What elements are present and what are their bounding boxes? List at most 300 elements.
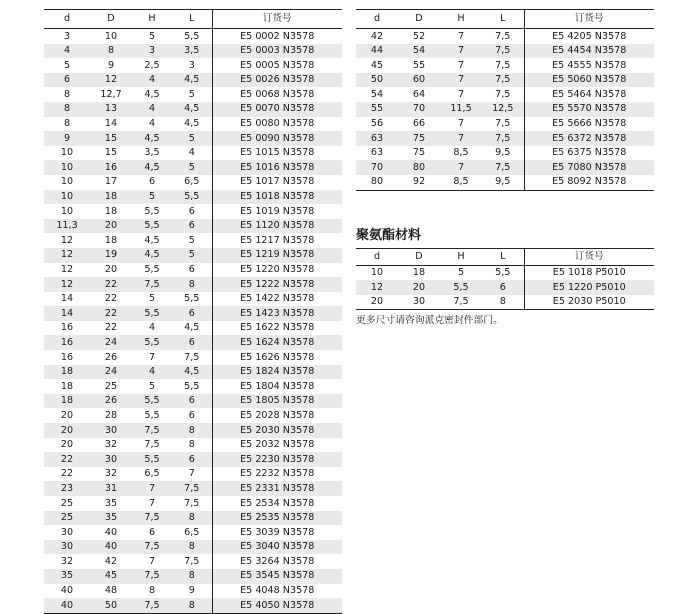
cell-D: 12,7 <box>100 88 122 100</box>
cell-H: 4,5 <box>132 160 172 175</box>
table-header-row <box>356 249 654 266</box>
cell-order-number: E5 2030 N3578 <box>212 423 342 438</box>
cell-L: 7,5 <box>184 555 200 567</box>
header-D: D <box>90 10 132 29</box>
cell-d: 11,3 <box>44 219 90 234</box>
cell-H: 8,5 <box>453 147 469 159</box>
cell-H: 7 <box>148 351 156 363</box>
cell-H: 4,5 <box>144 234 160 246</box>
cell-D: 20 <box>398 280 440 294</box>
cell-H: 6 <box>148 176 156 188</box>
cell-H: 5,5 <box>132 394 172 409</box>
cell-D: 30 <box>90 452 132 467</box>
table-row <box>356 175 654 190</box>
cell-L: 7,5 <box>184 351 200 363</box>
cell-D: 17 <box>104 176 118 188</box>
cell-L: 7,5 <box>482 131 524 146</box>
cell-H: 8 <box>148 585 156 597</box>
cell-D: 8 <box>90 44 132 59</box>
cell-H: 5,5 <box>132 335 172 350</box>
cell-L: 6 <box>172 219 212 234</box>
table-row <box>44 423 342 438</box>
cell-L: 5 <box>188 88 195 100</box>
cell-d: 32 <box>60 555 74 567</box>
cell-order-number: E5 0002 N3578 <box>212 29 342 44</box>
cell-L: 8 <box>188 439 195 451</box>
cell-D: 31 <box>90 481 132 496</box>
cell-d: 18 <box>44 394 90 409</box>
cell-order-number: E5 2032 N3578 <box>212 438 342 453</box>
cell-d: 56 <box>370 118 384 130</box>
cell-H: 7,5 <box>132 598 172 613</box>
cell-order-number: E5 1422 N3578 <box>212 292 342 307</box>
cell-H: 7,5 <box>132 277 172 292</box>
cell-L: 5 <box>172 160 212 175</box>
header-L: L <box>172 10 212 29</box>
cell-D: 24 <box>90 365 132 380</box>
left-size-table <box>44 9 342 614</box>
cell-H: 7 <box>440 131 482 146</box>
table-row <box>44 102 342 117</box>
cell-d: 63 <box>370 147 384 159</box>
table-row <box>356 160 654 175</box>
table-row <box>44 248 342 263</box>
cell-L: 5,5 <box>172 190 212 205</box>
cell-L: 3,5 <box>172 44 212 59</box>
table-row <box>44 584 342 599</box>
cell-order-number: E5 1019 N3578 <box>212 204 342 219</box>
cell-d: 20 <box>60 439 74 451</box>
cell-order-number: E5 1015 N3578 <box>212 146 342 161</box>
cell-D: 18 <box>90 190 132 205</box>
cell-order-number: E5 2028 N3578 <box>212 408 342 423</box>
cell-L: 5 <box>172 131 212 146</box>
cell-L: 7,5 <box>482 44 524 59</box>
cell-d: 12 <box>44 277 90 292</box>
cell-H: 4,5 <box>132 131 172 146</box>
cell-H: 4 <box>132 73 172 88</box>
cell-D: 55 <box>412 59 426 71</box>
cell-D: 18 <box>104 234 118 246</box>
cell-L: 7,5 <box>184 497 200 509</box>
cell-D: 40 <box>90 540 132 555</box>
cell-d: 14 <box>44 306 90 321</box>
cell-d: 10 <box>60 147 74 159</box>
cell-d: 10 <box>44 190 90 205</box>
cell-H: 7 <box>148 555 156 567</box>
cell-d: 4 <box>44 44 90 59</box>
cell-d: 18 <box>60 380 74 392</box>
cell-d: 5 <box>63 59 71 71</box>
cell-L: 7 <box>188 468 195 480</box>
right-size-table <box>356 9 654 191</box>
header-L: L <box>482 249 524 266</box>
table-row <box>44 496 342 511</box>
cell-D: 48 <box>104 585 118 597</box>
cell-L: 8 <box>172 423 212 438</box>
cell-D: 9 <box>107 59 115 71</box>
cell-H: 5 <box>148 380 156 392</box>
table-row <box>44 321 342 336</box>
cell-H: 5 <box>148 30 156 42</box>
cell-order-number: E5 1222 N3578 <box>212 277 342 292</box>
cell-L: 4,5 <box>172 102 212 117</box>
cell-order-number: E5 1017 N3578 <box>212 175 342 190</box>
table-row <box>44 160 342 175</box>
cell-order-number: E5 0070 N3578 <box>212 102 342 117</box>
cell-D: 30 <box>90 423 132 438</box>
cell-D: 26 <box>104 351 118 363</box>
cell-L: 4,5 <box>172 73 212 88</box>
cell-order-number: E5 0090 N3578 <box>212 131 342 146</box>
cell-L: 7,5 <box>495 118 511 130</box>
table-row <box>44 350 342 365</box>
cell-d: 8 <box>44 102 90 117</box>
cell-order-number: E5 1018 N3578 <box>212 190 342 205</box>
header-H: H <box>440 10 482 29</box>
table-row <box>44 335 342 350</box>
cell-D: 16 <box>90 160 132 175</box>
cell-order-number: E5 1016 N3578 <box>212 160 342 175</box>
polyurethane-size-table <box>356 248 654 310</box>
table-row <box>356 117 654 132</box>
cell-order-number: E5 3545 N3578 <box>212 569 342 584</box>
table-row <box>44 306 342 321</box>
cell-H: 6 <box>148 526 156 538</box>
cell-order-number: E5 3040 N3578 <box>212 540 342 555</box>
cell-H: 5,5 <box>132 306 172 321</box>
cell-D: 70 <box>398 102 440 117</box>
cell-d: 22 <box>60 468 74 480</box>
table-row <box>356 280 654 294</box>
table-row <box>356 146 654 161</box>
cell-order-number: E5 3264 N3578 <box>212 554 342 569</box>
cell-H: 4 <box>132 365 172 380</box>
cell-D: 40 <box>104 526 118 538</box>
cell-H: 11,5 <box>440 102 482 117</box>
table-row <box>356 87 654 102</box>
cell-D: 45 <box>90 569 132 584</box>
cell-d: 8 <box>63 118 71 130</box>
table-row <box>356 102 654 117</box>
table-row <box>44 554 342 569</box>
table-header-row <box>356 10 654 29</box>
cell-L: 8 <box>499 296 506 308</box>
cell-L: 7,5 <box>495 88 511 100</box>
cell-L: 5,5 <box>184 30 200 42</box>
cell-d: 50 <box>356 73 398 88</box>
cell-order-number: E5 0026 N3578 <box>212 73 342 88</box>
cell-H: 7 <box>148 497 156 509</box>
cell-d: 9 <box>44 131 90 146</box>
table-row <box>44 73 342 88</box>
cell-H: 8,5 <box>453 176 469 188</box>
table-row <box>44 44 342 59</box>
cell-D: 80 <box>398 160 440 175</box>
cell-H: 2,5 <box>144 59 160 71</box>
table-row <box>44 233 342 248</box>
cell-d: 16 <box>60 322 74 334</box>
cell-D: 12 <box>90 73 132 88</box>
cell-order-number: E5 2030 P5010 <box>524 295 654 310</box>
cell-d: 70 <box>356 160 398 175</box>
cell-L: 9 <box>188 585 195 597</box>
cell-d: 16 <box>44 335 90 350</box>
cell-d: 23 <box>44 481 90 496</box>
table-row <box>44 117 342 132</box>
table-row <box>44 292 342 307</box>
cell-d: 10 <box>370 267 384 279</box>
table-row <box>44 394 342 409</box>
polyurethane-table-body <box>356 266 654 310</box>
table-row <box>44 190 342 205</box>
table-row <box>356 73 654 88</box>
cell-order-number: E5 4205 N3578 <box>524 29 654 44</box>
table-row <box>44 379 342 394</box>
cell-order-number: E5 1220 P5010 <box>524 280 654 294</box>
cell-order-number: E5 4048 N3578 <box>212 584 342 599</box>
cell-L: 6 <box>172 335 212 350</box>
table-row <box>356 29 654 44</box>
cell-H: 7,5 <box>132 540 172 555</box>
table-row <box>356 266 654 281</box>
cell-L: 6 <box>482 280 524 294</box>
table-row <box>44 131 342 146</box>
header-d: d <box>44 10 90 29</box>
cell-D: 19 <box>90 248 132 263</box>
cell-d: 55 <box>356 102 398 117</box>
table-row <box>356 131 654 146</box>
cell-D: 13 <box>90 102 132 117</box>
table-row <box>44 481 342 496</box>
table-row <box>44 58 342 73</box>
cell-L: 5 <box>188 234 195 246</box>
cell-D: 75 <box>412 147 426 159</box>
cell-d: 20 <box>60 409 74 421</box>
cell-D: 32 <box>104 439 118 451</box>
cell-d: 20 <box>370 296 384 308</box>
cell-d: 80 <box>370 176 384 188</box>
header-order-number: 订货号 <box>212 10 342 29</box>
cell-d: 12 <box>44 248 90 263</box>
cell-L: 5,5 <box>184 380 200 392</box>
cell-H: 7 <box>457 88 465 100</box>
polyurethane-section-title: 聚氨酯材料 <box>356 228 422 243</box>
cell-order-number: E5 2535 N3578 <box>212 511 342 526</box>
cell-D: 52 <box>412 30 426 42</box>
table-row <box>44 540 342 555</box>
cell-L: 8 <box>172 569 212 584</box>
cell-order-number: E5 5060 N3578 <box>524 73 654 88</box>
cell-D: 28 <box>104 409 118 421</box>
cell-D: 64 <box>412 88 426 100</box>
cell-H: 7 <box>457 118 465 130</box>
cell-L: 5,5 <box>184 293 200 305</box>
cell-d: 10 <box>60 205 74 217</box>
cell-order-number: E5 0068 N3578 <box>212 87 342 102</box>
cell-D: 15 <box>104 147 118 159</box>
cell-order-number: E5 2331 N3578 <box>212 481 342 496</box>
cell-D: 22 <box>104 293 118 305</box>
cell-d: 42 <box>370 30 384 42</box>
cell-H: 5,5 <box>440 280 482 294</box>
cell-H: 7 <box>457 59 465 71</box>
cell-H: 5,5 <box>144 409 160 421</box>
header-H: H <box>132 10 172 29</box>
cell-order-number: E5 1626 N3578 <box>212 350 342 365</box>
cell-L: 4,5 <box>172 365 212 380</box>
cell-D: 42 <box>104 555 118 567</box>
cell-D: 10 <box>104 30 118 42</box>
cell-L: 6 <box>172 452 212 467</box>
cell-D: 50 <box>90 598 132 613</box>
cell-L: 7,5 <box>495 59 511 71</box>
header-order-number: 订货号 <box>524 10 654 29</box>
cell-L: 6 <box>188 409 195 421</box>
cell-d: 45 <box>370 59 384 71</box>
cell-order-number: E5 1018 P5010 <box>524 266 654 281</box>
header-order-number: 订货号 <box>524 249 654 266</box>
cell-order-number: E5 3039 N3578 <box>212 525 342 540</box>
cell-H: 4,5 <box>144 88 160 100</box>
cell-H: 3 <box>132 44 172 59</box>
cell-order-number: E5 1217 N3578 <box>212 233 342 248</box>
cell-order-number: E5 1120 N3578 <box>212 219 342 234</box>
cell-order-number: E5 6375 N3578 <box>524 146 654 161</box>
cell-d: 30 <box>44 540 90 555</box>
table-row <box>44 438 342 453</box>
cell-H: 5,5 <box>132 219 172 234</box>
cell-d: 25 <box>60 497 74 509</box>
cell-H: 4,5 <box>132 248 172 263</box>
cell-D: 24 <box>90 335 132 350</box>
cell-L: 5 <box>172 248 212 263</box>
cell-D: 18 <box>104 205 118 217</box>
cell-H: 5,5 <box>132 452 172 467</box>
table-header-row <box>44 10 342 29</box>
cell-order-number: E5 0080 N3578 <box>212 117 342 132</box>
cell-order-number: E5 1624 N3578 <box>212 335 342 350</box>
table-row <box>44 277 342 292</box>
cell-L: 3 <box>188 59 195 71</box>
cell-D: 18 <box>412 267 426 279</box>
cell-order-number: E5 1804 N3578 <box>212 379 342 394</box>
cell-order-number: E5 4050 N3578 <box>212 598 342 613</box>
cell-order-number: E5 4454 N3578 <box>524 44 654 59</box>
table-row <box>44 569 342 584</box>
cell-H: 5,5 <box>144 205 160 217</box>
table-row <box>44 219 342 234</box>
cell-order-number: E5 1824 N3578 <box>212 365 342 380</box>
cell-L: 7,5 <box>495 30 511 42</box>
cell-H: 6,5 <box>144 468 160 480</box>
cell-L: 6,5 <box>184 176 200 188</box>
cell-order-number: E5 1622 N3578 <box>212 321 342 336</box>
cell-H: 7,5 <box>453 296 469 308</box>
cell-order-number: E5 2534 N3578 <box>212 496 342 511</box>
table-row <box>44 598 342 613</box>
cell-order-number: E5 5464 N3578 <box>524 87 654 102</box>
header-d: d <box>356 10 398 29</box>
cell-d: 25 <box>44 511 90 526</box>
table-row <box>44 146 342 161</box>
cell-H: 5 <box>457 267 465 279</box>
cell-D: 20 <box>90 219 132 234</box>
cell-H: 7,5 <box>132 569 172 584</box>
cell-H: 3,5 <box>144 147 160 159</box>
table-row <box>356 295 654 310</box>
cell-H: 7,5 <box>132 423 172 438</box>
cell-D: 60 <box>398 73 440 88</box>
cell-L: 8 <box>172 511 212 526</box>
cell-D: 22 <box>90 277 132 292</box>
cell-H: 7 <box>440 160 482 175</box>
cell-d: 22 <box>44 452 90 467</box>
cell-L: 6,5 <box>184 526 200 538</box>
cell-D: 20 <box>104 264 118 275</box>
cell-D: 15 <box>90 131 132 146</box>
cell-D: 14 <box>104 118 118 130</box>
cell-L: 8 <box>172 277 212 292</box>
header-L: L <box>482 10 524 29</box>
cell-D: 30 <box>412 296 426 308</box>
table-row <box>356 58 654 73</box>
right-table-body <box>356 29 654 191</box>
table-row <box>356 44 654 59</box>
header-D: D <box>398 249 440 266</box>
cell-L: 6 <box>172 394 212 409</box>
cell-D: 25 <box>104 380 118 392</box>
cell-order-number: E5 6372 N3578 <box>524 131 654 146</box>
cell-d: 18 <box>44 365 90 380</box>
table-row <box>44 408 342 423</box>
cell-d: 12 <box>356 280 398 294</box>
cell-d: 40 <box>60 585 74 597</box>
cell-H: 5 <box>148 293 156 305</box>
table-row <box>44 204 342 219</box>
cell-L: 6 <box>188 264 195 275</box>
table-row <box>44 365 342 380</box>
cell-order-number: E5 2230 N3578 <box>212 452 342 467</box>
table-row <box>44 263 342 278</box>
cell-order-number: E5 1220 N3578 <box>212 263 342 278</box>
cell-D: 35 <box>90 511 132 526</box>
left-table-body <box>44 29 342 614</box>
cell-d: 30 <box>60 526 74 538</box>
cell-D: 66 <box>412 118 426 130</box>
cell-d: 8 <box>63 88 71 100</box>
cell-D: 54 <box>398 44 440 59</box>
cell-d: 35 <box>44 569 90 584</box>
table-row <box>44 29 342 44</box>
cell-order-number: E5 1805 N3578 <box>212 394 342 409</box>
cell-H: 4 <box>148 118 156 130</box>
cell-order-number: E5 5570 N3578 <box>524 102 654 117</box>
cell-d: 44 <box>356 44 398 59</box>
cell-order-number: E5 1423 N3578 <box>212 306 342 321</box>
cell-d: 16 <box>60 351 74 363</box>
header-d: d <box>356 249 398 266</box>
table-row <box>44 525 342 540</box>
cell-H: 7 <box>132 481 172 496</box>
cell-H: 7 <box>440 73 482 88</box>
cell-L: 9,5 <box>495 176 511 188</box>
cell-L: 8 <box>172 540 212 555</box>
cell-L: 9,5 <box>495 147 511 159</box>
cell-H: 7 <box>440 44 482 59</box>
table-row <box>44 87 342 102</box>
cell-H: 4 <box>132 102 172 117</box>
